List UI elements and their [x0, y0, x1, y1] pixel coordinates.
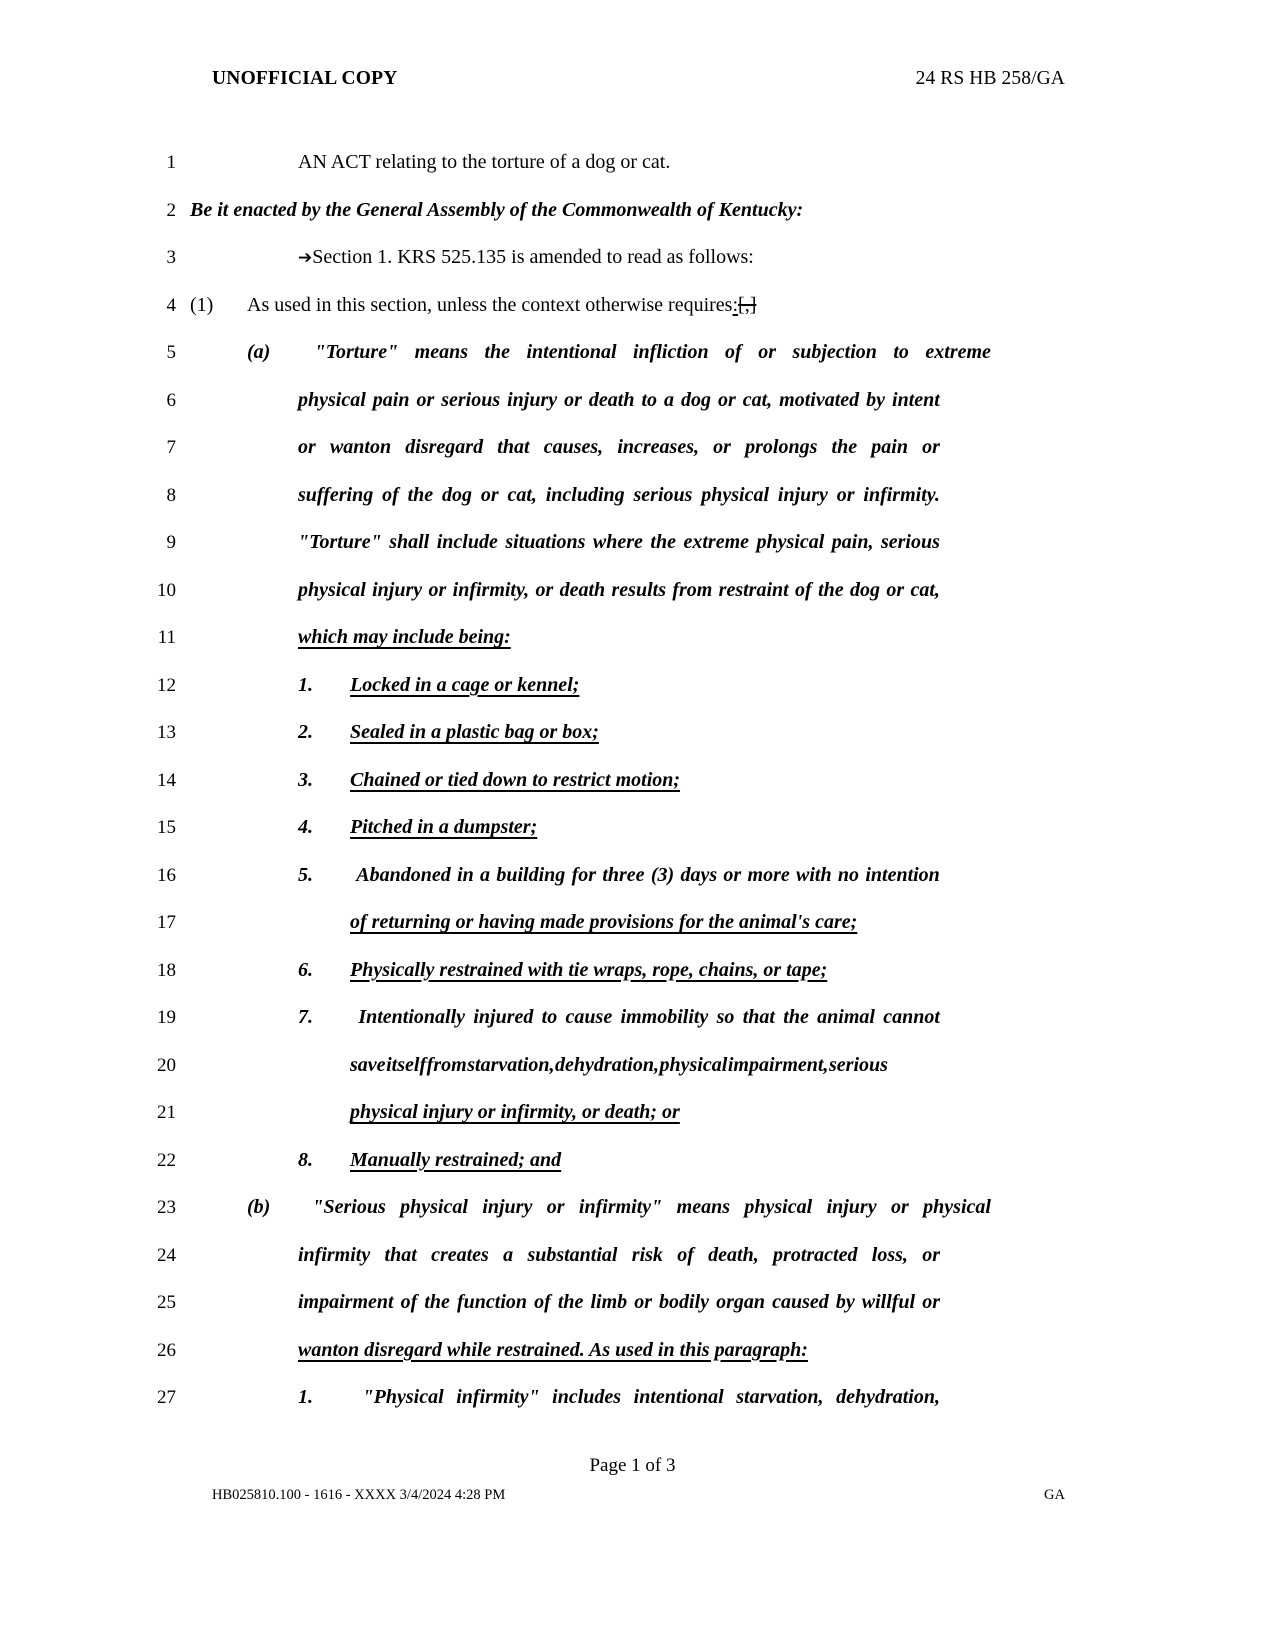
- item-text: Sealed in a plastic bag or box;: [350, 721, 599, 743]
- item-marker: 4.: [298, 816, 313, 838]
- inserted-colon: :: [732, 293, 739, 316]
- running-head-right: 24 RS HB 258/GA: [915, 68, 1065, 89]
- text-line: [0, 247, 1265, 295]
- line-text: AN ACT relating to the torture of a dog or cat.: [298, 151, 671, 173]
- numbered-item: [298, 675, 579, 695]
- line-number: 18: [157, 959, 176, 981]
- line-number: 9: [166, 532, 176, 553]
- text-line: [0, 1007, 1265, 1055]
- item-marker: 1.: [298, 1386, 313, 1408]
- line-number: 15: [157, 817, 176, 838]
- justified-line: infirmity that creates a substantial risk of death, protracted loss, or: [298, 1243, 940, 1266]
- text-line: [0, 1150, 1265, 1198]
- numbered-item: [298, 722, 599, 742]
- bill-text-body: [0, 152, 1265, 1435]
- subsection-marker: (1): [190, 293, 214, 316]
- line-number: 14: [157, 769, 176, 791]
- line-number: 17: [157, 912, 176, 933]
- chamber-code: GA: [1044, 1487, 1065, 1503]
- item-marker: 8.: [298, 1148, 313, 1171]
- line-text: physical injury or infirmity, or death; or: [350, 1101, 680, 1123]
- line-text: wanton disregard while restrained. As used in this paragraph:: [298, 1338, 808, 1361]
- text-line: [0, 865, 1265, 913]
- justified-line: "Torture" shall include situations where the extreme physical pain, serious: [298, 531, 940, 553]
- line-number: 26: [157, 1339, 176, 1361]
- line-number: 12: [157, 674, 176, 696]
- running-head: [212, 68, 1065, 90]
- text-line: [0, 1055, 1265, 1103]
- item-text: Locked in a cage or kennel;: [350, 673, 580, 696]
- item-text: Physically restrained with tie wraps, rope, chains, or tape;: [350, 958, 828, 981]
- text-line: [0, 1387, 1265, 1435]
- text-line: [0, 817, 1265, 865]
- amendment-arrow-icon: ➔: [298, 248, 313, 268]
- item-text: Manually restrained; and: [350, 1148, 562, 1171]
- text-line: [0, 342, 1265, 390]
- justified-line: (a) "Torture" means the intentional infliction of or subjection to extreme: [247, 341, 991, 363]
- text-line: [0, 675, 1265, 723]
- line-number: 16: [157, 864, 176, 886]
- numbered-item: [298, 1150, 561, 1170]
- line-number: 23: [157, 1197, 176, 1218]
- line-number: 6: [166, 389, 176, 411]
- item-marker: 7.: [298, 1006, 313, 1028]
- line-text: which may include being:: [298, 626, 511, 648]
- line-number: 10: [157, 579, 176, 601]
- line-number: 25: [157, 1292, 176, 1313]
- text-line: [0, 1245, 1265, 1293]
- line-number: 21: [157, 1102, 176, 1123]
- numbered-item: [298, 770, 680, 790]
- text-line: [0, 200, 1265, 248]
- text-line: [0, 580, 1265, 628]
- text-line: [0, 770, 1265, 818]
- text-line: [0, 912, 1265, 960]
- line-text: As used in this section, unless the context otherwise requires: [247, 293, 733, 316]
- justified-line: 7. Intentionally injured to cause immobility so that the animal cannot: [298, 1006, 940, 1028]
- line-number: 1: [166, 152, 176, 173]
- justified-line: 5. Abandoned in a building for three (3) days or more with no intention: [298, 863, 940, 886]
- numbered-item: [298, 817, 537, 837]
- line-number: 20: [157, 1054, 176, 1076]
- text-line: [0, 295, 1265, 343]
- justified-line: 1. "Physical infirmity" includes intentional starvation, dehydration,: [298, 1386, 940, 1408]
- item-marker: 2.: [298, 721, 313, 743]
- justified-line: physical pain or serious injury or death to a dog or cat, motivated by intent: [298, 388, 940, 411]
- line-number: 13: [157, 722, 176, 743]
- running-head-left: UNOFFICIAL COPY: [212, 68, 398, 89]
- justified-line: (b) "Serious physical injury or infirmity" means physical injury or physical: [247, 1196, 991, 1218]
- text-line: [0, 960, 1265, 1008]
- page-number: Page 1 of 3: [589, 1455, 676, 1476]
- section-heading: Section 1. KRS 525.135 is amended to read as follows:: [312, 246, 754, 268]
- text-line: [0, 1292, 1265, 1340]
- item-marker: 6.: [298, 958, 313, 981]
- line-number: 3: [166, 247, 176, 268]
- text-line: [0, 437, 1265, 485]
- line-number: 27: [157, 1387, 176, 1408]
- justified-line: impairment of the function of the limb or bodily organ caused by willful or: [298, 1291, 940, 1313]
- text-line: [0, 627, 1265, 675]
- text-line: [0, 152, 1265, 200]
- justified-line: save itself from starvation, dehydration, physical impairment, serious: [350, 1053, 888, 1076]
- line-number: 24: [157, 1244, 176, 1266]
- line-number: 19: [157, 1007, 176, 1028]
- item-marker: 5.: [298, 863, 313, 886]
- item-text: Pitched in a dumpster;: [350, 816, 538, 838]
- footer-meta: [212, 1487, 1065, 1504]
- text-line: [0, 1102, 1265, 1150]
- text-line: [0, 390, 1265, 438]
- text-line: [0, 485, 1265, 533]
- justified-line: physical injury or infirmity, or death results from restraint of the dog or cat,: [298, 578, 940, 601]
- line-number: 11: [157, 627, 176, 648]
- line-number: 2: [166, 199, 176, 221]
- numbered-item: [298, 960, 827, 980]
- line-number: 8: [166, 484, 176, 506]
- paragraph-marker: (b): [247, 1196, 271, 1218]
- justified-line: suffering of the dog or cat, including serious physical injury or infirmity.: [298, 483, 940, 506]
- item-marker: 3.: [298, 768, 313, 791]
- text-line: [0, 722, 1265, 770]
- line-number: 22: [157, 1149, 176, 1171]
- line-number: 4: [166, 294, 176, 316]
- item-marker: 1.: [298, 673, 313, 696]
- document-id: HB025810.100 - 1616 - XXXX 3/4/2024 4:28 PM: [212, 1487, 506, 1503]
- deleted-comma: [,]: [738, 293, 757, 316]
- paragraph-marker: (a): [247, 341, 271, 363]
- text-line: [0, 1340, 1265, 1388]
- justified-line: or wanton disregard that causes, increases, or prolongs the pain or: [298, 436, 940, 458]
- item-text: Chained or tied down to restrict motion;: [350, 768, 681, 791]
- line-number: 7: [166, 437, 176, 458]
- line-text: of returning or having made provisions for the animal's care;: [350, 911, 858, 933]
- enacting-clause: Be it enacted by the General Assembly of the Commonwealth of Kentucky:: [190, 198, 804, 221]
- line-number: 5: [166, 342, 176, 363]
- text-line: [0, 532, 1265, 580]
- text-line: [0, 1197, 1265, 1245]
